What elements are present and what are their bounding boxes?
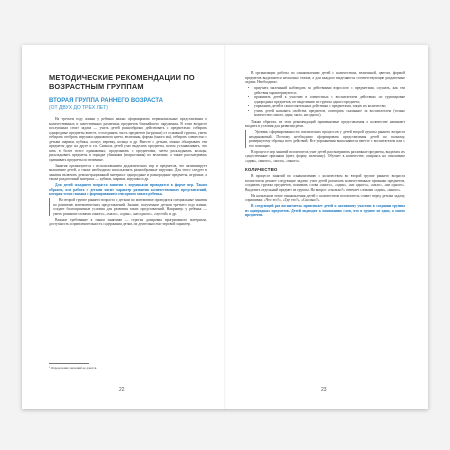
page-number: 22 [119, 387, 125, 393]
highlighted-paragraph: Уровень сформированности психических процессов у детей второй группы раннего возраста неодинаковый. Поэтому необходимо сформировать представления детей по полному, развернутому образца всех действий. Все упражнения выполняются вместе с воспитателем или с его помощью. [245, 130, 405, 148]
paragraph: На третьем году жизни у ребенка важно сформировать первоначальные представления о количественных и качественных различиях предметов ближайшего окружения. В этом возрасте послушным стоит задача — учить детей разнообразно действовать с предметами: собирать однородные предметы вместе, отсоединять часть предметов (игрушки) от основной группы, уметь отбирать отобрать игрушки одинакового цвета, величины, формы (много мя), отбирать совместно с детьми шарики, кубики, лоскут, веревку, кольца и др. Вместе с детьми, можно обыгрывать эти предметы друг на друге и т.п. Сначала детей учат выделять предметы, потом устанавливать, что пять в более всего одинаковых; проделывать с предметами, затем раскладывать кольцы, раскладывать предметы в порядке убывания (возрастания) по величине, а также рассматривать сравнивать предметы по величине. [49, 117, 207, 162]
age-range: (ОТ ДВУХ ДО ТРЕХ ЛЕТ) [49, 105, 108, 111]
highlighted-paragraph: В следующей раз воспитатель привлекает детей к активному участию в создании группы из однородных предметов. Детей подводят к пониманию слов, что в группе не один, а много предметов. [245, 204, 405, 217]
paragraph: В организации работы по ознакомлению детей с количеством, величиной, цветом, формой предметов выделяются несколько этапов, а для каждого выделяются соответствующие раздаточные задачи. Необходимо: [245, 71, 405, 84]
book-spread [22, 45, 428, 409]
footnote: ¹ Определения значений не даются. [49, 366, 98, 370]
bullet-list [245, 86, 405, 118]
left-page [22, 45, 225, 409]
paragraph: Занятия организуются с использованием дидактических игр и предметов, что активизирует мышление детей, а также необходимо использовать разнообразные игрушки. Для этого следует в занятия включать демонстрационный материал: однородные и разнородные предметы, игрушки; а также раздаточный материал — кубики, шарики, игрушки и др. [49, 163, 207, 181]
left-text-column [49, 117, 207, 228]
paragraph: В процессе игр занятий воспитатель учит детей рассматривать различные предметы, выделять их существенные признаки (цвет, форму, величину). Обучает в количестве, опираясь на отношение «один», «много», «мало», «много». [245, 149, 405, 163]
highlighted-paragraph: Для детей младшего возраста занятия с игрушками проводятся в форме игр. Таким образом, вся работа с детьми носит характер развития количественных представлений, которая тесно связана с формированием сенсорного опыта ребенка. [49, 183, 207, 196]
paragraph: В процессе занятий по ознакомлению с количеством во второй группе раннего возраста воспитатель решает следующие задачи: учит детей различать количественные признаки предметов, создавать группы предметов, понимать слова «много», «один», «ни одного», «мало», «ни одного». Выделять отдельный предмет из группы. На вопрос «сколько?» отвечает словами «один», «много». [245, 174, 405, 192]
footnote-divider [49, 363, 89, 364]
subheading-title: ВТОРАЯ ГРУППА РАННЕГО ВОЗРАСТА [49, 98, 163, 104]
section-subheading [49, 98, 209, 112]
highlighted-paragraph: Во второй группе раннего возраста с детьми по математике проводятся специальные занятия по развитию математических представлений. Знание, полученное детьми третьего года жизни, создает благоприятные условия для развития таких представлений. Например: у ребенка — уметь разными словами «много», «мало», «один», «ни одного», «пустой» и др. [49, 198, 207, 216]
paragraph: На начальном этапе ознакомления детей с количеством воспитатель ставит перед детьми задачу, спрашивая: «Что это?», «Где это?», «Сколько?». [245, 193, 405, 202]
list-item: • учить детей называть свойства предметов, повторять сказанное за воспитателем (только количество: много, один, мало, ни одного). [251, 109, 405, 118]
chapter-heading: МЕТОДИЧЕСКИЕ РЕКОМЕНДАЦИИ ПО ВОЗРАСТНЫМ ГРУППАМ [49, 73, 195, 91]
section-title: КОЛИЧЕСТВО [245, 167, 278, 172]
page-number: 23 [321, 387, 327, 393]
list-item: • упражнять детей в самостоятельных действиях с предметами, такую их количество; [251, 104, 405, 109]
list-item: • приучать маленький наблюдать за действиями взрослого с предметами, слушать, как эти действия характеризуются; [251, 86, 405, 95]
list-item: • проживать детей к участию в совместных с воспитателем действиях по группировке однородных предметов, по выделению из группы одного предмета; [251, 95, 405, 104]
paragraph: Важное требование к таким занятиям — строгая дозировка программного материала, доступность и привлекательность содержания детям, их деятельностно-игровой характер. [49, 217, 207, 226]
right-text-column [245, 71, 405, 219]
paragraph: Таким образом, из этих рекомендаций применяемые представления о количестве начинают входить в условия для развития речи. [245, 119, 405, 128]
right-page [225, 45, 428, 409]
